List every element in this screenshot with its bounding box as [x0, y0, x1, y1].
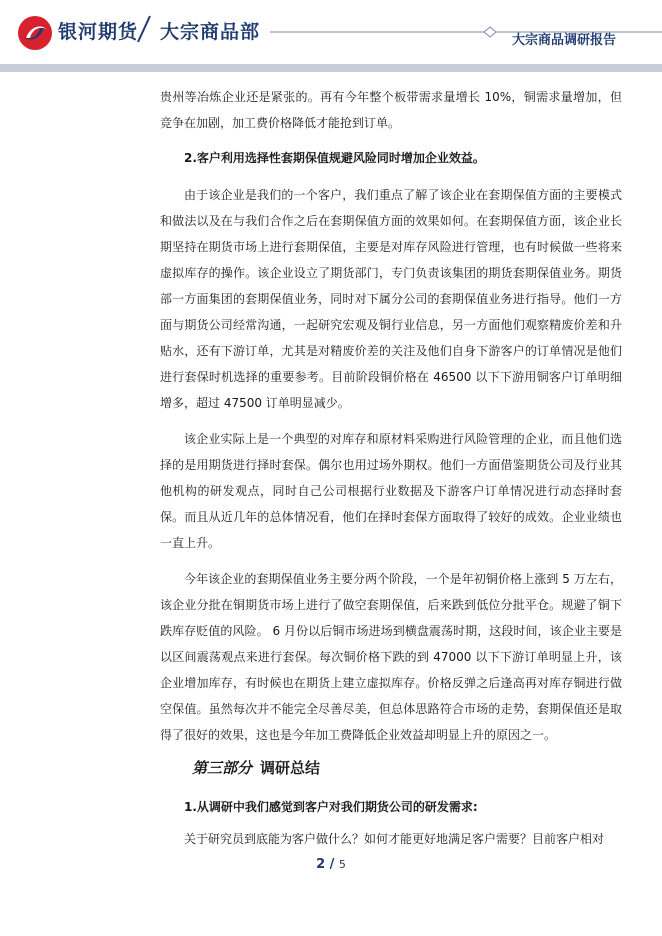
department-name: 大宗商品部: [160, 21, 261, 43]
header-band: [0, 64, 662, 72]
paragraph: 由于该企业是我们的一个客户，我们重点了解了该企业在套期保值方面的主要模式和做法以及在与我们合作之后在套期保值方面的效果如何。在套期保值方面，该企业长期坚持在期货市场上进行套期保值，主要是对库存风险进行管理，也有时候做一些将来虚拟库存的操作。该企业设立了期货部门，专门负责该集团的期货套期保值业务。期货部一方面集团的套期保值业务，同时对下属分公司的套期保值业务进行指导。他们一方面与期货公司经常沟通，一起研究宏观及铜行业信息，另一方面他们观察精废价差和升贴水，还有下游订单，尤其是对精废价差的关注及他们自身下游客户的订单情况是他们进行套保时机选择的重要参考。目前阶段铜价格在 46500 以下下游用铜客户订单明细增多，超过 47500 订单明显减少。: [160, 188, 622, 410]
page-header: [0, 0, 662, 74]
section-title: [192, 757, 320, 778]
paragraph-continued: 贵州等冶炼企业还是紧张的。再有今年整个板带需求量增长 10%，铜需求量增加，但竞争在加剧，加工费价格降低才能抢到订单。: [160, 90, 622, 130]
section-title-text: 调研总结: [260, 759, 321, 777]
section-number: 第三部分: [192, 759, 253, 777]
page-number: 2 / 5: [316, 857, 346, 872]
subsection-heading-2: 2.客户利用选择性套期保值规避风险同时增加企业效益。: [184, 151, 485, 165]
paragraph: 关于研究员到底能为客户做什么？如何才能更好地满足客户需要？目前客户相对: [184, 832, 605, 846]
divider-slash-icon: [134, 14, 154, 44]
brand-name: 银河期货: [58, 21, 139, 43]
main-content: [160, 84, 622, 748]
paragraph: 该企业实际上是一个典型的对库存和原材料采购进行风险管理的企业，而且他们选择的是用期货进行择时套保。偶尔也用过场外期权。他们一方面借鉴期货公司及行业其他机构的研发观点，同时自己公司根据行业数据及下游客户订单情况进行动态择时套保。而且从近几年的总体情况看，他们在择时套保方面取得了较好的成效。企业业绩也一直上升。: [160, 432, 622, 550]
section-body: [184, 797, 624, 852]
current-page: 2: [316, 857, 326, 872]
report-type: 大宗商品调研报告: [511, 33, 616, 48]
paragraph: 今年该企业的套期保值业务主要分两个阶段，一个是年初铜价格上涨到 5 万左右，该企业分批在铜期货市场上进行了做空套期保值，后来跌到低位分批平仓。规避了铜下跌库存贬值的风险。 6 月份以后铜市场进场到横盘震荡时期，这段时间，该企业主要是以区间震荡观点来进行套保。每次铜价格下跌的到 47000 以下下游订单明显上升，该企业增加库存，有时候也在期货上建立虚拟库存。价格反弹之后逢高再对库存铜进行做空保值。虽然每次并不能完全尽善尽美，但总体思路符合市场的走势，套期保值还是取得了很好的效果，这也是今年加工费降低企业效益却明显上升的原因之一。: [160, 572, 622, 742]
galaxy-logo-icon: [16, 14, 54, 52]
subsection-heading-1: 1.从调研中我们感觉到客户对我们期货公司的研发需求:: [184, 800, 478, 814]
total-pages: 5: [338, 858, 346, 871]
